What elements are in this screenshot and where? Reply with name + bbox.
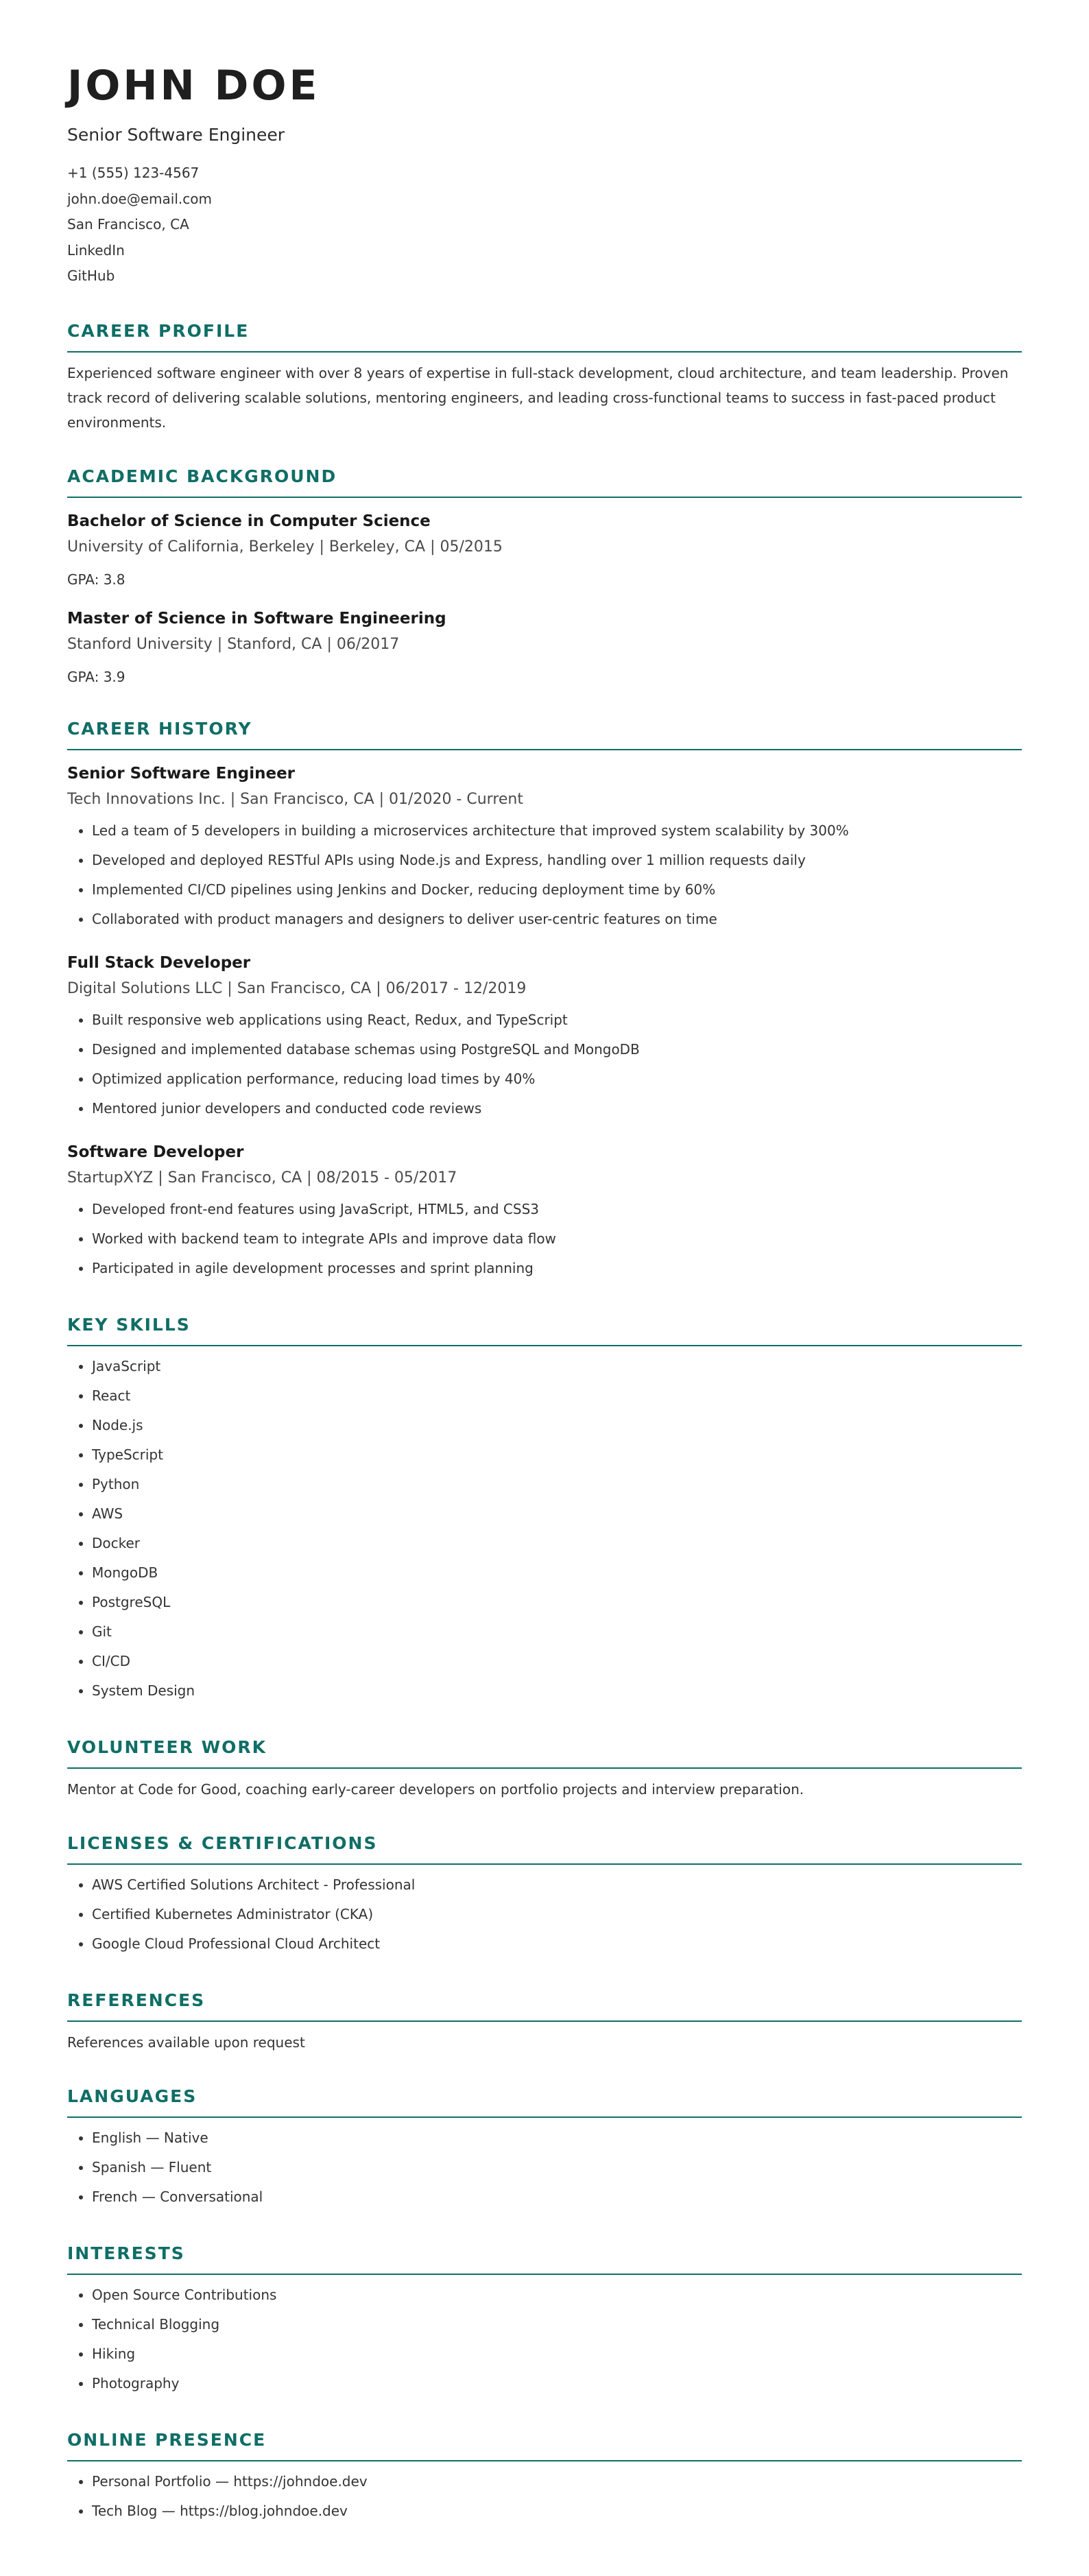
section-heading: ACADEMIC BACKGROUND bbox=[67, 465, 1022, 498]
degree-title: Bachelor of Science in Computer Science bbox=[67, 512, 431, 530]
contact-linkedin-link[interactable]: LinkedIn bbox=[67, 241, 125, 259]
job-bullets bbox=[67, 816, 1022, 934]
skill-item: • React bbox=[92, 1381, 1022, 1411]
job-bullet: • Optimized application performance, reducing load times by 40% bbox=[92, 1064, 1022, 1094]
job-bullets bbox=[67, 1195, 1022, 1283]
contact-location: San Francisco, CA bbox=[67, 216, 189, 232]
online-presence-link[interactable]: • Tech Blog — https://blog.johndoe.dev bbox=[92, 2496, 1022, 2526]
job-bullet: • Worked with backend team to integrate APIs and improve data flow bbox=[92, 1224, 1022, 1254]
contact-email: john.doe@email.com bbox=[67, 190, 212, 207]
section-heading: VOLUNTEER WORK bbox=[67, 1736, 1022, 1769]
section-heading: LANGUAGES bbox=[67, 2085, 1022, 2118]
interests-list bbox=[67, 2280, 1022, 2398]
section-heading: REFERENCES bbox=[67, 1989, 1022, 2022]
contact-info bbox=[67, 160, 1022, 289]
certification-item: • AWS Certified Solutions Architect - Professional bbox=[92, 1870, 1022, 1900]
volunteer-text: Mentor at Code for Good, coaching early-career developers on portfolio projects and interview preparation. bbox=[67, 1780, 804, 1798]
languages-list bbox=[67, 2123, 1022, 2212]
skill-item: • System Design bbox=[92, 1676, 1022, 1706]
section-interests bbox=[67, 2242, 1022, 2398]
candidate-name: JOHN DOE bbox=[67, 62, 320, 110]
job-bullet: • Designed and implemented database schemas using PostgreSQL and MongoDB bbox=[92, 1035, 1022, 1064]
certification-item: • Google Cloud Professional Cloud Architect bbox=[92, 1929, 1022, 1959]
education-gpa: GPA: 3.8 bbox=[67, 571, 125, 588]
job-role: Full Stack Developer bbox=[67, 953, 251, 972]
section-heading: CAREER HISTORY bbox=[67, 717, 1022, 750]
job-role: Software Developer bbox=[67, 1143, 244, 1161]
skill-item: • Python bbox=[92, 1470, 1022, 1499]
section-languages bbox=[67, 2085, 1022, 2212]
section-certifications bbox=[67, 1832, 1022, 1959]
skill-item: • PostgreSQL bbox=[92, 1588, 1022, 1617]
interest-item: • Hiking bbox=[92, 2339, 1022, 2369]
section-heading: ONLINE PRESENCE bbox=[67, 2429, 1022, 2461]
job-role: Senior Software Engineer bbox=[67, 764, 296, 783]
education-details: Stanford University | Stanford, CA | 06/2017 bbox=[67, 635, 400, 653]
job-bullet: • Led a team of 5 developers in building a microservices architecture that improved system scalability by 300% bbox=[92, 816, 1022, 846]
section-heading: KEY SKILLS bbox=[67, 1313, 1022, 1346]
education-details: University of California, Berkeley | Berkeley, CA | 05/2015 bbox=[67, 538, 503, 556]
job-entry bbox=[67, 952, 1022, 1123]
job-bullet: • Implemented CI/CD pipelines using Jenkins and Docker, reducing deployment time by 60% bbox=[92, 875, 1022, 905]
contact-github-link[interactable]: GitHub bbox=[67, 267, 115, 284]
section-heading: CAREER PROFILE bbox=[67, 320, 1022, 353]
interest-item: • Open Source Contributions bbox=[92, 2280, 1022, 2310]
online-presence-list bbox=[67, 2467, 1022, 2526]
references-text: References available upon request bbox=[67, 2034, 305, 2051]
career-profile-text: Experienced software engineer with over 8 years of expertise in full-stack development, cloud architecture, and team leadership. Proven track record of delivering scalable solutions, mentoring engineers, and leading cross-functional teams to success in fast-paced product environments. bbox=[67, 364, 1009, 431]
section-career-profile bbox=[67, 320, 1022, 435]
education-entry bbox=[67, 510, 1022, 590]
section-heading: LICENSES & CERTIFICATIONS bbox=[67, 1832, 1022, 1865]
skill-item: • MongoDB bbox=[92, 1558, 1022, 1588]
degree-title: Master of Science in Software Engineering bbox=[67, 609, 446, 628]
skill-item: • CI/CD bbox=[92, 1647, 1022, 1676]
job-details: Digital Solutions LLC | San Francisco, CA | 06/2017 - 12/2019 bbox=[67, 979, 527, 997]
interest-item: • Photography bbox=[92, 2369, 1022, 2398]
skills-list bbox=[67, 1352, 1022, 1706]
job-bullet: • Built responsive web applications using React, Redux, and TypeScript bbox=[92, 1005, 1022, 1035]
skill-item: • Node.js bbox=[92, 1411, 1022, 1440]
skill-item: • Git bbox=[92, 1617, 1022, 1647]
section-academic-background bbox=[67, 465, 1022, 687]
certifications-list bbox=[67, 1870, 1022, 1959]
section-volunteer-work bbox=[67, 1736, 1022, 1802]
candidate-title: Senior Software Engineer bbox=[67, 125, 285, 145]
job-entry bbox=[67, 763, 1022, 934]
section-career-history bbox=[67, 717, 1022, 1283]
section-online-presence bbox=[67, 2429, 1022, 2526]
job-bullet: • Developed front-end features using JavaScript, HTML5, and CSS3 bbox=[92, 1195, 1022, 1224]
resume-header bbox=[67, 62, 1022, 289]
section-references bbox=[67, 1989, 1022, 2055]
job-entry bbox=[67, 1141, 1022, 1283]
interest-item: • Technical Blogging bbox=[92, 2310, 1022, 2339]
certification-item: • Certified Kubernetes Administrator (CKA) bbox=[92, 1900, 1022, 1929]
skill-item: • TypeScript bbox=[92, 1440, 1022, 1470]
job-bullet: • Developed and deployed RESTful APIs using Node.js and Express, handling over 1 million requests daily bbox=[92, 846, 1022, 875]
language-item: • French — Conversational bbox=[92, 2182, 1022, 2212]
education-entry bbox=[67, 608, 1022, 687]
language-item: • English — Native bbox=[92, 2123, 1022, 2153]
section-heading: INTERESTS bbox=[67, 2242, 1022, 2275]
education-gpa: GPA: 3.9 bbox=[67, 668, 125, 685]
contact-phone: +1 (555) 123-4567 bbox=[67, 165, 200, 181]
skill-item: • AWS bbox=[92, 1499, 1022, 1529]
job-bullet: • Mentored junior developers and conducted code reviews bbox=[92, 1094, 1022, 1123]
skill-item: • Docker bbox=[92, 1529, 1022, 1558]
job-bullets bbox=[67, 1005, 1022, 1123]
online-presence-link[interactable]: • Personal Portfolio — https://johndoe.dev bbox=[92, 2467, 1022, 2496]
job-details: Tech Innovations Inc. | San Francisco, CA | 01/2020 - Current bbox=[67, 790, 523, 808]
section-key-skills bbox=[67, 1313, 1022, 1706]
job-bullet: • Participated in agile development processes and sprint planning bbox=[92, 1254, 1022, 1283]
language-item: • Spanish — Fluent bbox=[92, 2153, 1022, 2182]
job-bullet: • Collaborated with product managers and designers to deliver user-centric features on time bbox=[92, 905, 1022, 934]
skill-item: • JavaScript bbox=[92, 1352, 1022, 1381]
job-details: StartupXYZ | San Francisco, CA | 08/2015 - 05/2017 bbox=[67, 1169, 457, 1186]
